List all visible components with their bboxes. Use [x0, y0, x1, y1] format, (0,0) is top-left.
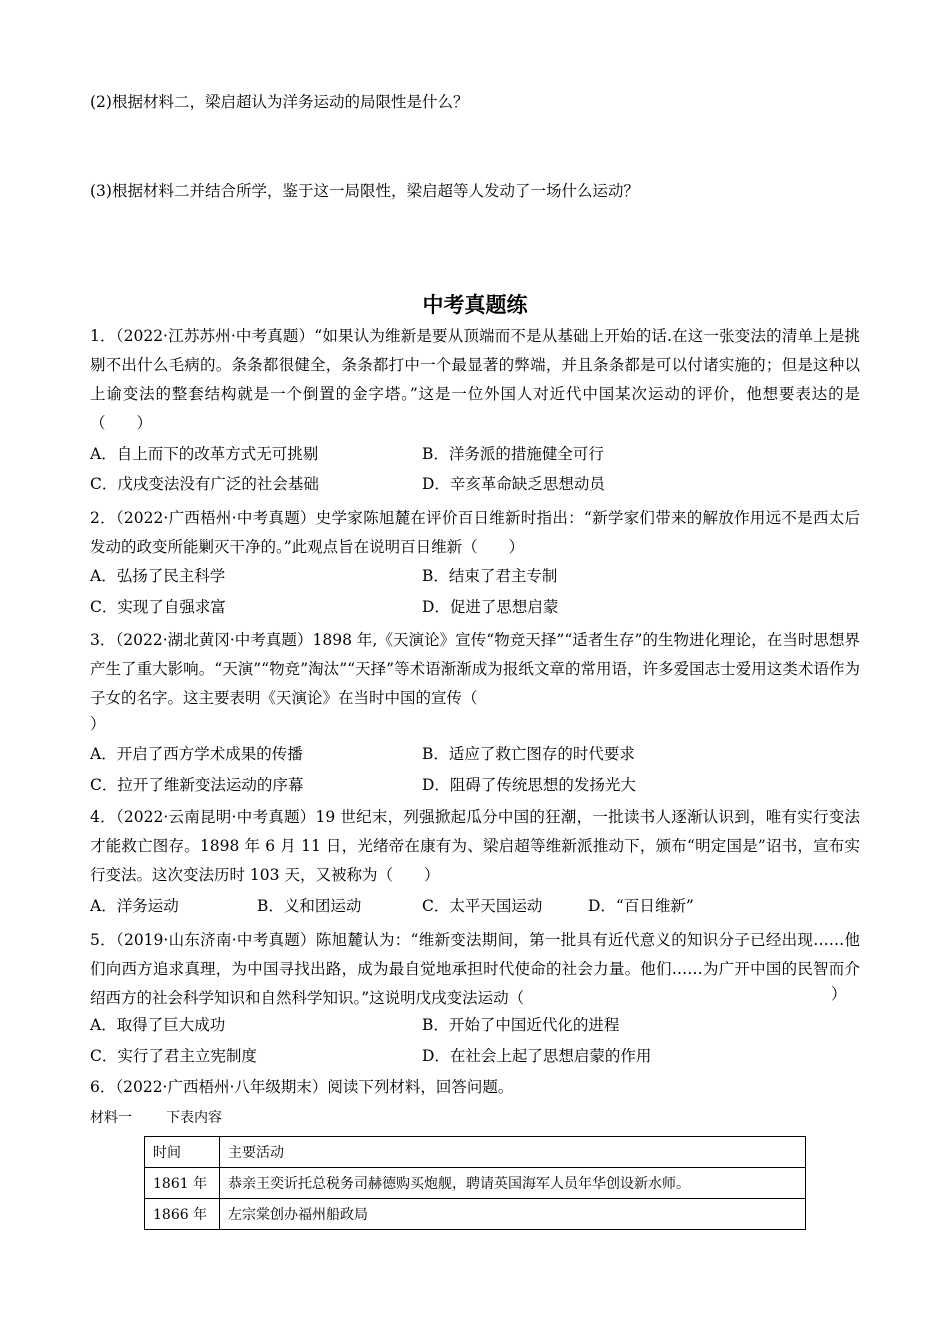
item-5-stem-end: ） — [831, 985, 847, 1003]
item-2-option-b: B．结束了君主专制 — [422, 567, 558, 585]
item-5-option-b: B．开始了中国近代化的进程 — [422, 1016, 620, 1034]
table-header-time: 时间 — [145, 1137, 220, 1168]
table-row — [145, 1168, 806, 1199]
item-3-option-b: B．适应了救亡图存的时代要求 — [422, 745, 635, 763]
table-cell-year: 1861 年 — [145, 1168, 220, 1199]
item-4-option-a: A．洋务运动 — [90, 897, 179, 915]
item-4-option-c: C．太平天国运动 — [422, 897, 543, 915]
question-2-prev: (2)根据材料二，梁启超认为洋务运动的局限性是什么？ — [90, 93, 469, 111]
item-3-stem-tail: ） — [90, 715, 106, 733]
item-5-stem: 5．（2019·山东济南·中考真题）陈旭麓认为：“维新变法期间，第一批具有近代意义的知识分子已经出现……他们向西方追求真理，为中国寻找出路，成为最自觉地承担时代使命的社会力量。他们……为广开中国的民智而介绍西方的社会科学知识和自然科学知识。”这说明戊戌变法运动（ — [90, 931, 860, 1007]
table-cell-activity: 恭亲王奕䜣托总税务司赫德购买炮舰，聘请英国海军人员年华创设新水师。 — [220, 1168, 806, 1199]
table-header-row — [145, 1137, 806, 1168]
table-cell-year: 1866 年 — [145, 1199, 220, 1230]
item-3-stem: 3．（2022·湖北黄冈·中考真题）1898 年,《天演论》宣传“物竞天择”“适者生存”的生物进化理论，在当时思想界产生了重大影响。“天演”“物竞”淘汰”“天择”等术语渐渐成为报纸文章的常用语，许多爱国志士爱用这类术语作为子女的名字。这主要表明《天演论》在当时中国的宣传（ — [90, 631, 860, 707]
section-title: 中考真题练 — [422, 293, 528, 317]
item-2-option-d: D．促进了思想启蒙 — [422, 598, 559, 616]
item-2-option-c: C．实现了自强求富 — [90, 598, 226, 616]
item-5-option-d: D．在社会上起了思想启蒙的作用 — [422, 1047, 652, 1065]
material-1-table — [144, 1136, 806, 1230]
table-header-activity: 主要活动 — [220, 1137, 806, 1168]
question-3-prev: (3)根据材料二并结合所学，鉴于这一局限性，梁启超等人发动了一场什么运动？ — [90, 182, 639, 200]
item-1-option-c: C．戊戌变法没有广泛的社会基础 — [90, 475, 319, 493]
material-1-label: 材料一 — [90, 1110, 132, 1126]
item-4-stem: 4．（2022·云南昆明·中考真题）19 世纪末，列强掀起瓜分中国的狂潮，一批读书人逐渐认识到，唯有实行变法才能救亡图存。1898 年 6 月 11 日，光绪帝在康有为、梁启超等维新派推动下，颁布“明定国是”诏书，宣布实行变法。这次变法历时 103 天，又被称为（ ） — [90, 808, 860, 884]
material-1-caption: 下表内容 — [166, 1110, 222, 1126]
item-1-stem: 1．（2022·江苏苏州·中考真题）“如果认为维新是要从顶端而不是从基础上开始的话.在这一张变法的清单上是挑剔不出什么毛病的。条条都很健全，条条都打中一个最显著的弊端，并且条条都是可以付诸实施的；但是这种以上谕变法的整套结构就是一个倒置的金字塔。”这是一位外国人对近代中国某次运动的评价，他想要表达的是（ ） — [90, 327, 860, 432]
item-5-option-c: C．实行了君主立宪制度 — [90, 1047, 257, 1065]
item-3-option-d: D．阻碍了传统思想的发扬光大 — [422, 776, 636, 794]
table-row — [145, 1199, 806, 1230]
item-2-option-a: A．弘扬了民主科学 — [90, 567, 226, 585]
item-4-option-d: D．“百日维新” — [588, 897, 694, 915]
item-5-option-a: A．取得了巨大成功 — [90, 1016, 226, 1034]
item-1-option-b: B．洋务派的措施健全可行 — [422, 445, 604, 463]
item-4-option-b: B．义和团运动 — [257, 897, 362, 915]
item-1-option-a: A．自上而下的改革方式无可挑剔 — [90, 445, 319, 463]
material-1-heading — [90, 1108, 222, 1128]
item-3-option-c: C．拉开了维新变法运动的序幕 — [90, 776, 304, 794]
table-cell-activity: 左宗棠创办福州船政局 — [220, 1199, 806, 1230]
item-6-stem: 6．（2022·广西梧州·八年级期末）阅读下列材料，回答问题。 — [90, 1078, 514, 1096]
item-3-option-a: A．开启了西方学术成果的传播 — [90, 745, 303, 763]
item-1-option-d: D．辛亥革命缺乏思想动员 — [422, 475, 605, 493]
item-2-stem: 2．（2022·广西梧州·中考真题）史学家陈旭麓在评价百日维新时指出：“新学家们带来的解放作用远不是西太后发动的政变所能剿灭干净的。”此观点旨在说明百日维新（ ） — [90, 509, 860, 556]
